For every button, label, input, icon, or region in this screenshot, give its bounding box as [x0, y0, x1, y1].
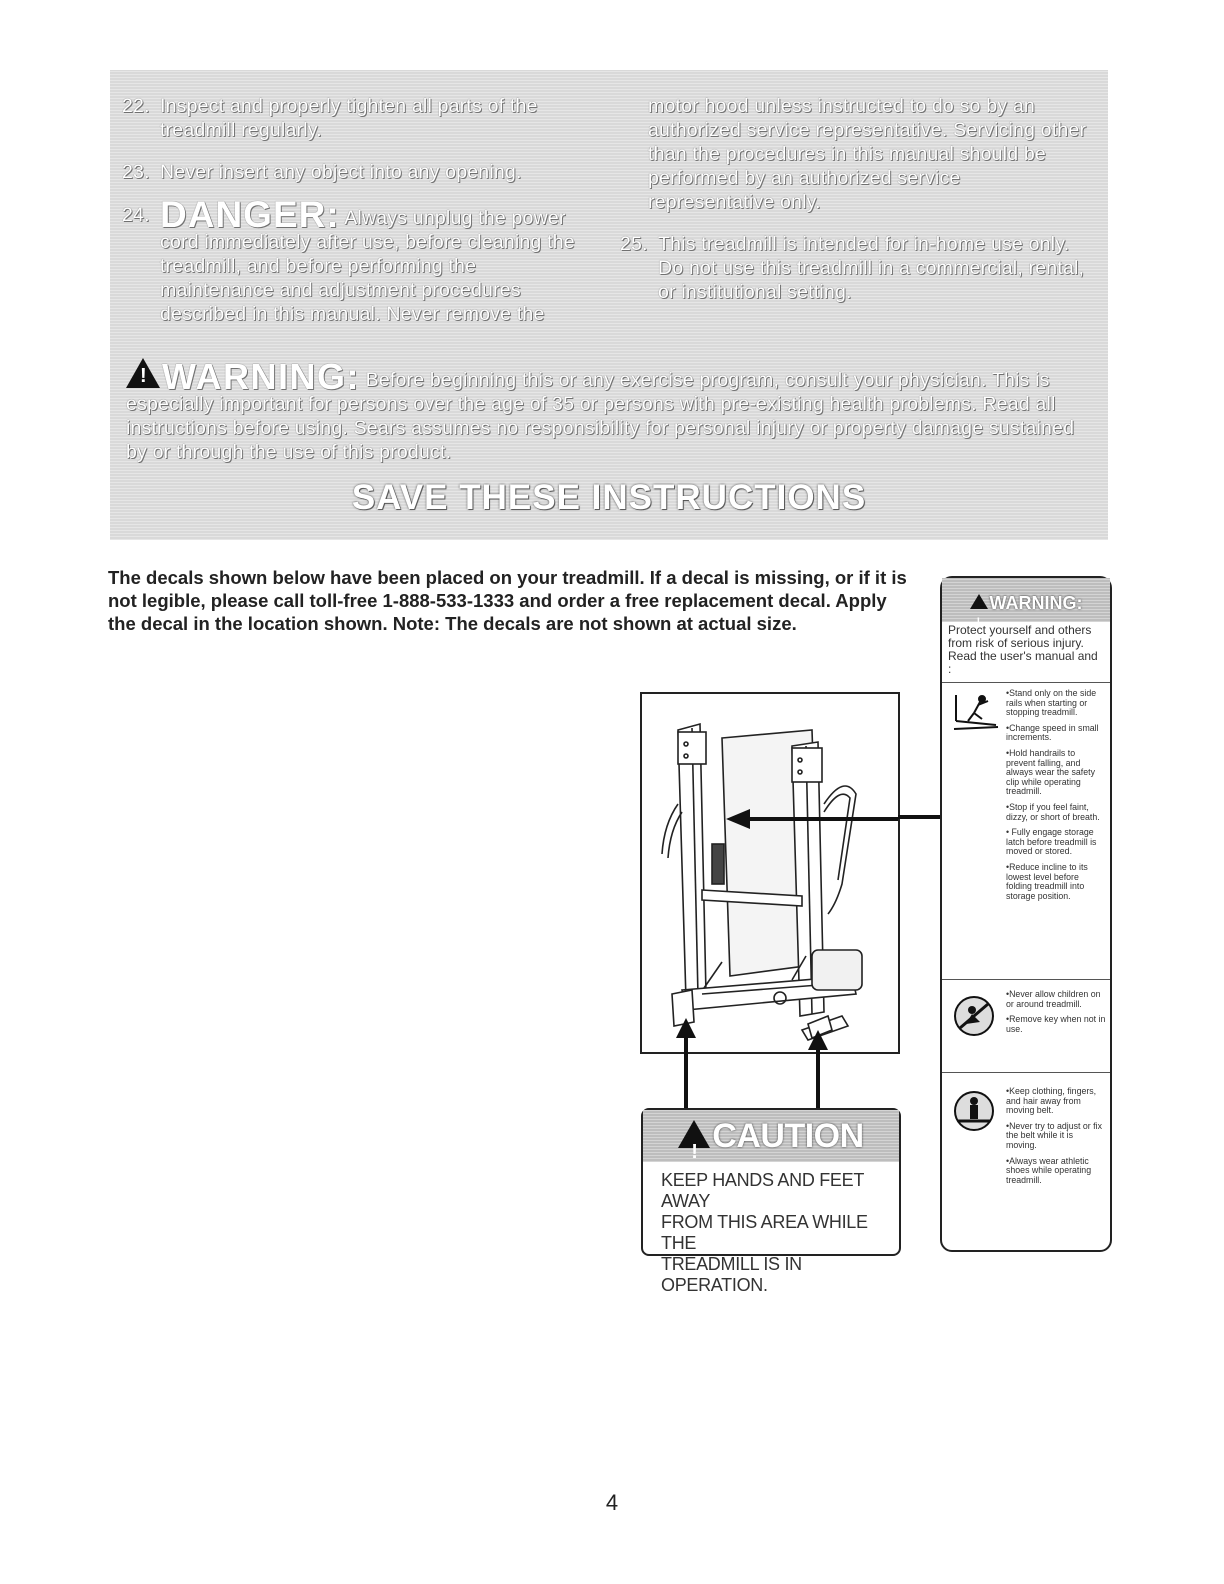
caution-decal	[641, 1108, 901, 1295]
warning-decal-header: !WARNING:	[942, 578, 1110, 622]
warning-decal-bullets-3: •Keep clothing, fingers, and hair away from moving belt. •Never try to adjust or fix the belt while it is moving. •Always wear athletic shoes while operating treadmill.	[1006, 1086, 1102, 1185]
instruction-25: 25. This treadmill is intended for in-home use only. Do not use this treadmill in a commercial, rental, or institutional setting.	[620, 233, 1085, 303]
caution-header: !CAUTION	[643, 1110, 899, 1162]
decals-intro-text: The decals shown below have been placed on your treadmill. If a decal is missing, or if it is not legible, please call toll-free 1-888-533-1333 and order a free replacement decal. Apply the decal in the location shown. Note: The decals are not shown at actual size.	[108, 567, 907, 634]
person-on-side-rails-icon	[952, 691, 1002, 731]
warning-decal-section-1	[942, 683, 1110, 980]
warning-decal-bullets-2: •Never allow children on or around treadmill. •Remove key when not in use.	[1006, 989, 1106, 1034]
no-children-icon	[952, 994, 996, 1038]
warning-decal	[940, 576, 1112, 1252]
save-instructions-title: SAVE THESE INSTRUCTIONS	[351, 478, 867, 517]
danger-label: DANGER:	[160, 194, 340, 235]
caution-triangle-icon	[678, 1120, 710, 1148]
warning-decal-triangle-icon	[970, 594, 988, 609]
instruction-23: 23. Never insert any object into any opening.	[122, 161, 522, 183]
treadmill-illustration	[640, 692, 900, 1054]
moving-belt-hazard-icon	[952, 1089, 996, 1133]
instruction-24: 24. DANGER: Always unplug the power cord immediately after use, before cleaning the treadmill, and before performing the maintenance and adjustment procedures described in this manual. Never remove the	[122, 194, 575, 325]
warning-decal-section-2	[942, 980, 1110, 1073]
instructions-left-column	[122, 94, 582, 344]
page-number: 4	[605, 1490, 619, 1515]
instructions-right-column	[620, 94, 1090, 322]
caution-message: KEEP HANDS AND FEET AWAY FROM THIS AREA WHILE THE TREADMILL IS IN OPERATION.	[661, 1170, 868, 1295]
warning-triangle-icon	[126, 358, 160, 388]
instruction-22: 22. Inspect and properly tighten all parts of the treadmill regularly.	[122, 95, 538, 141]
warning-decal-section-3	[942, 1073, 1110, 1223]
warning-decal-intro: Protect yourself and others from risk of serious injury. Read the user's manual and :	[942, 622, 1110, 683]
safety-instructions-box	[110, 70, 1108, 540]
warning-paragraph: !WARNING: Before beginning this or any exercise program, consult your physician. This is especially important for persons over the age of 35 or persons with pre-existing health problems. Read all instructions before using. Sears assumes no responsibility for personal injury or property damage sustained by or through the use of this product.	[126, 358, 1086, 464]
warning-decal-bullets-1: •Stand only on the side rails when starting or stopping treadmill. •Change speed in small increments. •Hold handrails to prevent falling, and always wear the safety clip while operating treadmill. •Stop if you feel faint, dizzy, or short of breath. • Fully engage storage latch before treadmill is moved or stored. •Reduce incline to its lowest level before folding treadmill into storage position.	[1006, 688, 1100, 901]
instruction-24-continued: motor hood unless instructed to do so by an authorized service representative. Servicing other than the procedures in this manual should be performed by an authorized service representative only.	[648, 95, 1087, 213]
warning-label: WARNING:	[162, 356, 360, 397]
treadmill-drawing	[642, 694, 898, 1052]
